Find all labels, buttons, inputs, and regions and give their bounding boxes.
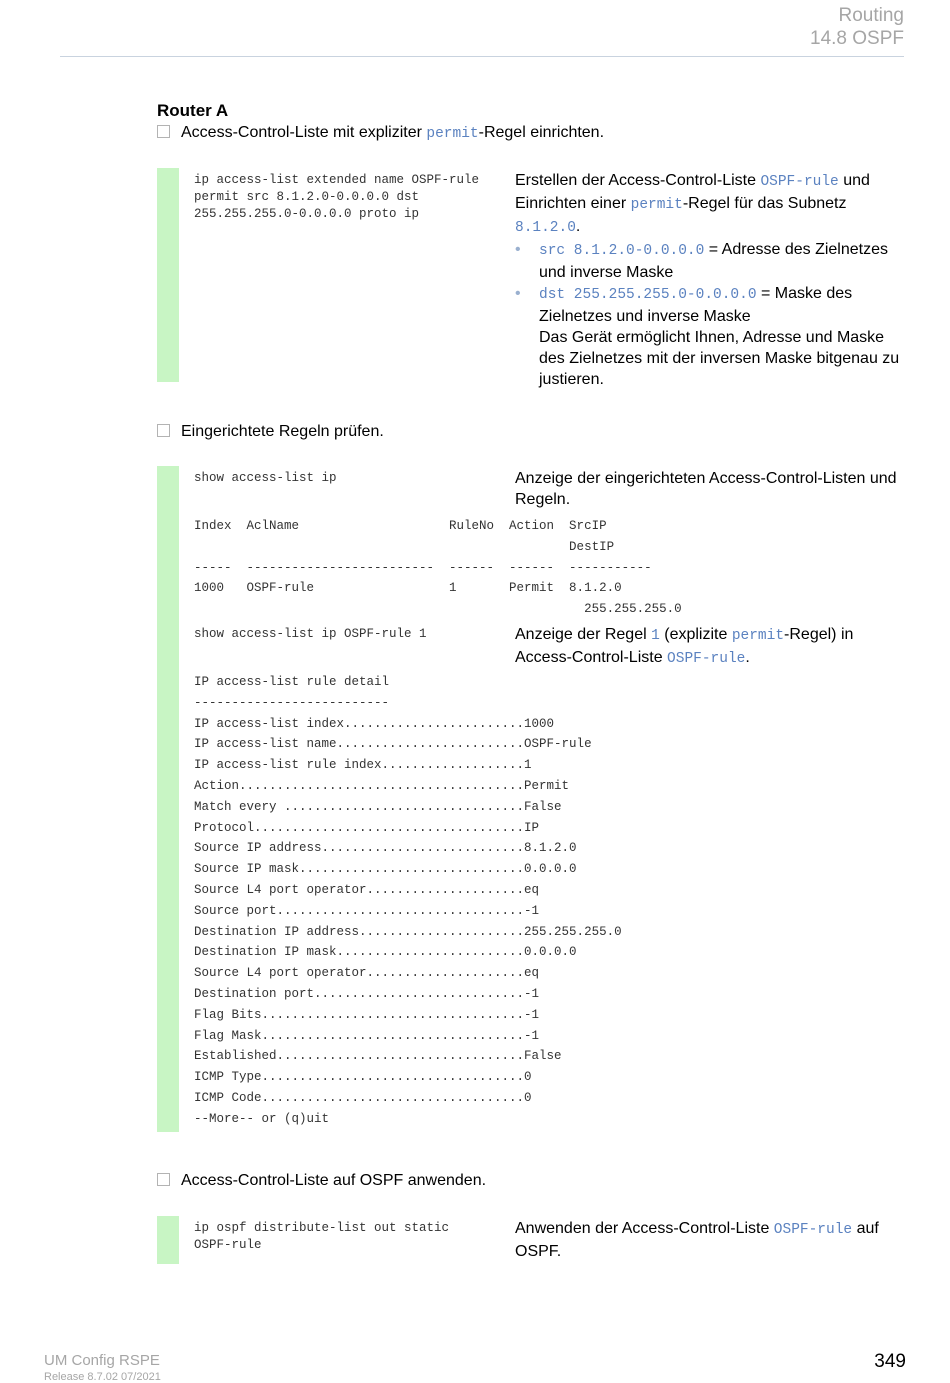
table-line: ----- ------------------------- ------ ------ -----------	[194, 561, 652, 575]
detail-line: Action......................................Permit	[194, 779, 570, 793]
page-number: 349	[874, 1351, 906, 1372]
table-line: DestIP	[194, 540, 615, 554]
code-line: 255.255.255.0-0.0.0.0 proto ip	[194, 207, 420, 221]
detail-line: Destination IP address......................255.255.255.0	[194, 924, 622, 939]
detail-line: --------------------------	[194, 695, 390, 710]
detail-line: --More-- or (q)uit	[194, 1111, 330, 1126]
detail-line: IP access-list index........................1000	[194, 716, 555, 731]
code-line: OSPF-rule	[194, 1238, 262, 1252]
bullet-item: • dst 255.255.255.0-0.0.0.0 = Maske des Zielnetzes und inverse Maske Das Gerät ermöglicht Ihnen, Adresse und Maske des Zielnetzes mit der inversen Maske bitgenau zu justieren.	[515, 283, 905, 390]
header-chapter: Routing	[838, 5, 904, 26]
bullet-icon: •	[515, 285, 521, 302]
code-line: permit src 8.1.2.0-0.0.0.0 dst	[194, 190, 420, 204]
detail-line: Match every ................................False	[194, 799, 562, 814]
code-line: ip access-list extended name OSPF-rule	[194, 173, 480, 187]
block1-description: Erstellen der Access-Control-Liste OSPF-rule und Einrichten einer permit-Regel für das Subnetz 8.1.2.0. • src 8.1.2.0-0.0.0.0 = Adresse des Zielnetzes und inverse Maske • dst 255.255.255.0-0.0.0.0 = Maske des Zielnetzes und inverse Maske Das Gerät ermöglicht Ihnen, Adresse und Maske des Zielnetzes mit der inversen Maske bitgenau zu justieren.	[515, 170, 905, 390]
code-bar	[157, 1216, 179, 1264]
detail-line: Source IP address...........................8.1.2.0	[194, 841, 577, 856]
detail-line: Established.................................False	[194, 1049, 562, 1064]
cmd2-description: Anzeige der Regel 1 (explizite permit-Regel) in Access-Control-Liste OSPF-rule.	[515, 626, 854, 667]
footer-release: Release 8.7.02 07/2021	[44, 1371, 161, 1383]
bullet-note: Das Gerät ermöglicht Ihnen, Adresse und Maske des Zielnetzes mit der inversen Maske bitgenau zu justieren.	[539, 329, 900, 388]
code-line: ip ospf distribute-list out static	[194, 1221, 450, 1235]
detail-line: Destination port............................-1	[194, 987, 540, 1001]
step-check-rules: Eingerichtete Regeln prüfen.	[157, 423, 384, 441]
detail-line: Source port.................................-1	[194, 903, 540, 918]
footer-doc: UM Config RSPE	[44, 1352, 160, 1369]
router-title: Router A	[157, 101, 229, 120]
block3-description: Anwenden der Access-Control-Liste OSPF-rule auf OSPF.	[515, 1220, 879, 1260]
detail-line: Source L4 port operator.....................eq	[194, 883, 540, 897]
detail-line: IP access-list rule detail	[194, 675, 390, 689]
checkbox-icon	[157, 1173, 170, 1186]
cmd1-description: Anzeige der eingerichteten Access-Control-Listen und Regeln.	[515, 470, 897, 508]
detail-line: ICMP Type...................................0	[194, 1070, 532, 1085]
step-apply-acl: Access-Control-Liste auf OSPF anwenden.	[157, 1172, 486, 1190]
header-section: 14.8 OSPF	[810, 28, 904, 49]
detail-line: ICMP Code...................................0	[194, 1091, 532, 1105]
code-command: show access-list ip OSPF-rule 1	[194, 627, 427, 641]
checkbox-icon	[157, 424, 170, 437]
table-line: 255.255.255.0	[194, 602, 682, 616]
code-bar	[157, 168, 179, 382]
checkbox-icon	[157, 125, 170, 138]
table-line: Index AclName RuleNo Action SrcIP	[194, 519, 607, 533]
running-header	[810, 4, 904, 50]
step-create-acl: Access-Control-Liste mit expliziter permit-Regel einrichten.	[157, 124, 604, 142]
detail-line: Flag Mask...................................-1	[194, 1028, 540, 1043]
keyword-permit: permit	[426, 126, 479, 142]
header-rule	[60, 56, 904, 57]
detail-line: IP access-list name.........................OSPF-rule	[194, 737, 592, 752]
detail-line: IP access-list rule index...................1	[194, 758, 532, 773]
detail-line: Destination IP mask.........................0.0.0.0	[194, 945, 577, 960]
table-line: 1000 OSPF-rule 1 Permit 8.1.2.0	[194, 581, 622, 595]
detail-line: Flag Bits...................................-1	[194, 1007, 540, 1022]
bullet-icon: •	[515, 241, 521, 258]
detail-line: Protocol....................................IP	[194, 820, 540, 835]
detail-line: Source IP mask..............................0.0.0.0	[194, 862, 577, 877]
code-command: show access-list ip	[194, 471, 337, 485]
detail-line: Source L4 port operator.....................eq	[194, 966, 540, 981]
bullet-item: • src 8.1.2.0-0.0.0.0 = Adresse des Zielnetzes und inverse Maske	[515, 241, 888, 281]
code-bar	[157, 466, 179, 1132]
